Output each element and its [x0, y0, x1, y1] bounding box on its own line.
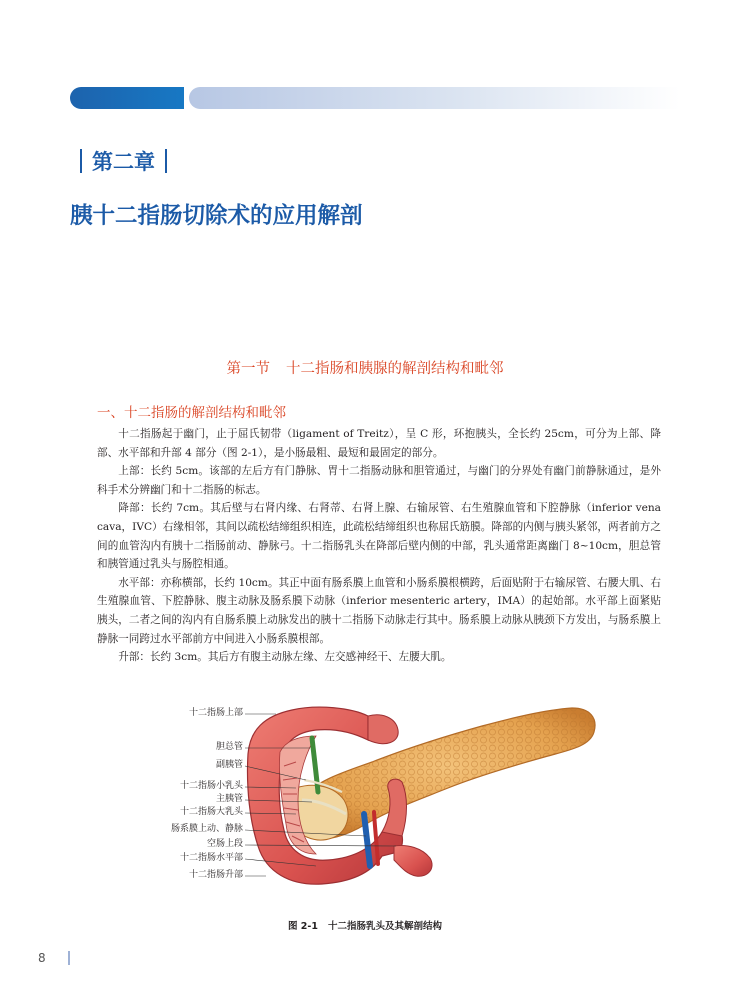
- caption-number: 图 2-1: [288, 921, 318, 932]
- figure-label: 胆总管: [215, 742, 243, 752]
- paragraph: 水平部：亦称横部，长约 10cm。其正中面有肠系膜上血管和小肠系膜根横跨，后面贴附于右输尿管、右腰大肌、右生殖腺血管、下腔静脉、腹主动脉及肠系膜下动脉（inferior mesenteric artery，IMA）的起始部。水平部上面紧贴胰头，二者之间的沟内有自肠系膜上动脉发出的胰十二指肠下动脉走行其中。肠系膜上动脉从胰颈下方发出，与肠系膜上静脉一同跨过水平部前方中间进入小肠系膜根部。: [97, 576, 661, 645]
- section-heading: [0, 357, 730, 378]
- figure-label: 十二指肠升部: [188, 870, 243, 880]
- paragraph: 十二指肠起于幽门，止于屈氏韧带（ligament of Treitz），呈 C 形，环抱胰头，全长约 25cm，可分为上部、降部、水平部和升部 4 部分（图 2-1），是小肠最粗、最短和最固定的部分。: [97, 428, 661, 459]
- figure-label: 空肠上段: [206, 839, 243, 849]
- figure-label: 十二指肠小乳头: [179, 781, 243, 791]
- section-title: 十二指肠和胰腺的解剖结构和毗邻: [286, 361, 504, 377]
- paragraph: 降部：长约 7cm。其后壁与右肾内缘、右肾蒂、右肾上腺、右输尿管、右生殖腺血管和下腔静脉（inferior vena cava，IVC）右缘相邻，其间以疏松结缔组织相连，此疏松结缔组织也称屈氏筋膜。降部的内侧与胰头紧邻，两者前方之间的血管沟内有胰十二指肠前动、静脉弓。十二指肠乳头在降部后壁内侧的中部，乳头通常距离幽门 8~10cm，胆总管和胰管通过乳头与肠腔相通。: [97, 502, 661, 571]
- figure-caption: [0, 918, 730, 932]
- subsection-heading: 一、十二指肠的解剖结构和毗邻: [97, 405, 286, 421]
- section-number: 第一节: [226, 361, 270, 377]
- figure-label: 主胰管: [215, 794, 243, 804]
- figure-label: 十二指肠水平部: [179, 853, 243, 863]
- anatomy-illustration: [146, 696, 604, 901]
- body-text: [97, 425, 661, 667]
- paragraph: 上部：长约 5cm。该部的左后方有门静脉、胃十二指肠动脉和胆管通过，与幽门的分界处有幽门前静脉通过，是外科手术分辨幽门和十二指肠的标志。: [97, 465, 661, 496]
- chapter-label-text: 第二章: [92, 150, 155, 174]
- chapter-title: 胰十二指肠切除术的应用解剖: [70, 203, 363, 229]
- figure-label: 十二指肠大乳头: [179, 807, 243, 817]
- header-bar-dark: [70, 87, 184, 109]
- chapter-label: [70, 146, 177, 176]
- figure-label: 肠系膜上动、静脉: [170, 824, 243, 834]
- figure-label: 十二指肠上部: [188, 708, 243, 718]
- page-number: 8: [38, 951, 46, 965]
- caption-text: 十二指肠乳头及其解剖结构: [327, 921, 442, 932]
- chapter-right-divider: [165, 149, 167, 173]
- paragraph: 升部：长约 3cm。其后方有腹主动脉左缘、左交感神经干、左腰大肌。: [118, 651, 452, 664]
- figure-label: 副胰管: [215, 760, 243, 770]
- anatomy-figure: [146, 696, 604, 901]
- header-bar-light: [189, 87, 680, 109]
- chapter-left-divider: [80, 149, 82, 173]
- page-number-marker: [68, 951, 70, 965]
